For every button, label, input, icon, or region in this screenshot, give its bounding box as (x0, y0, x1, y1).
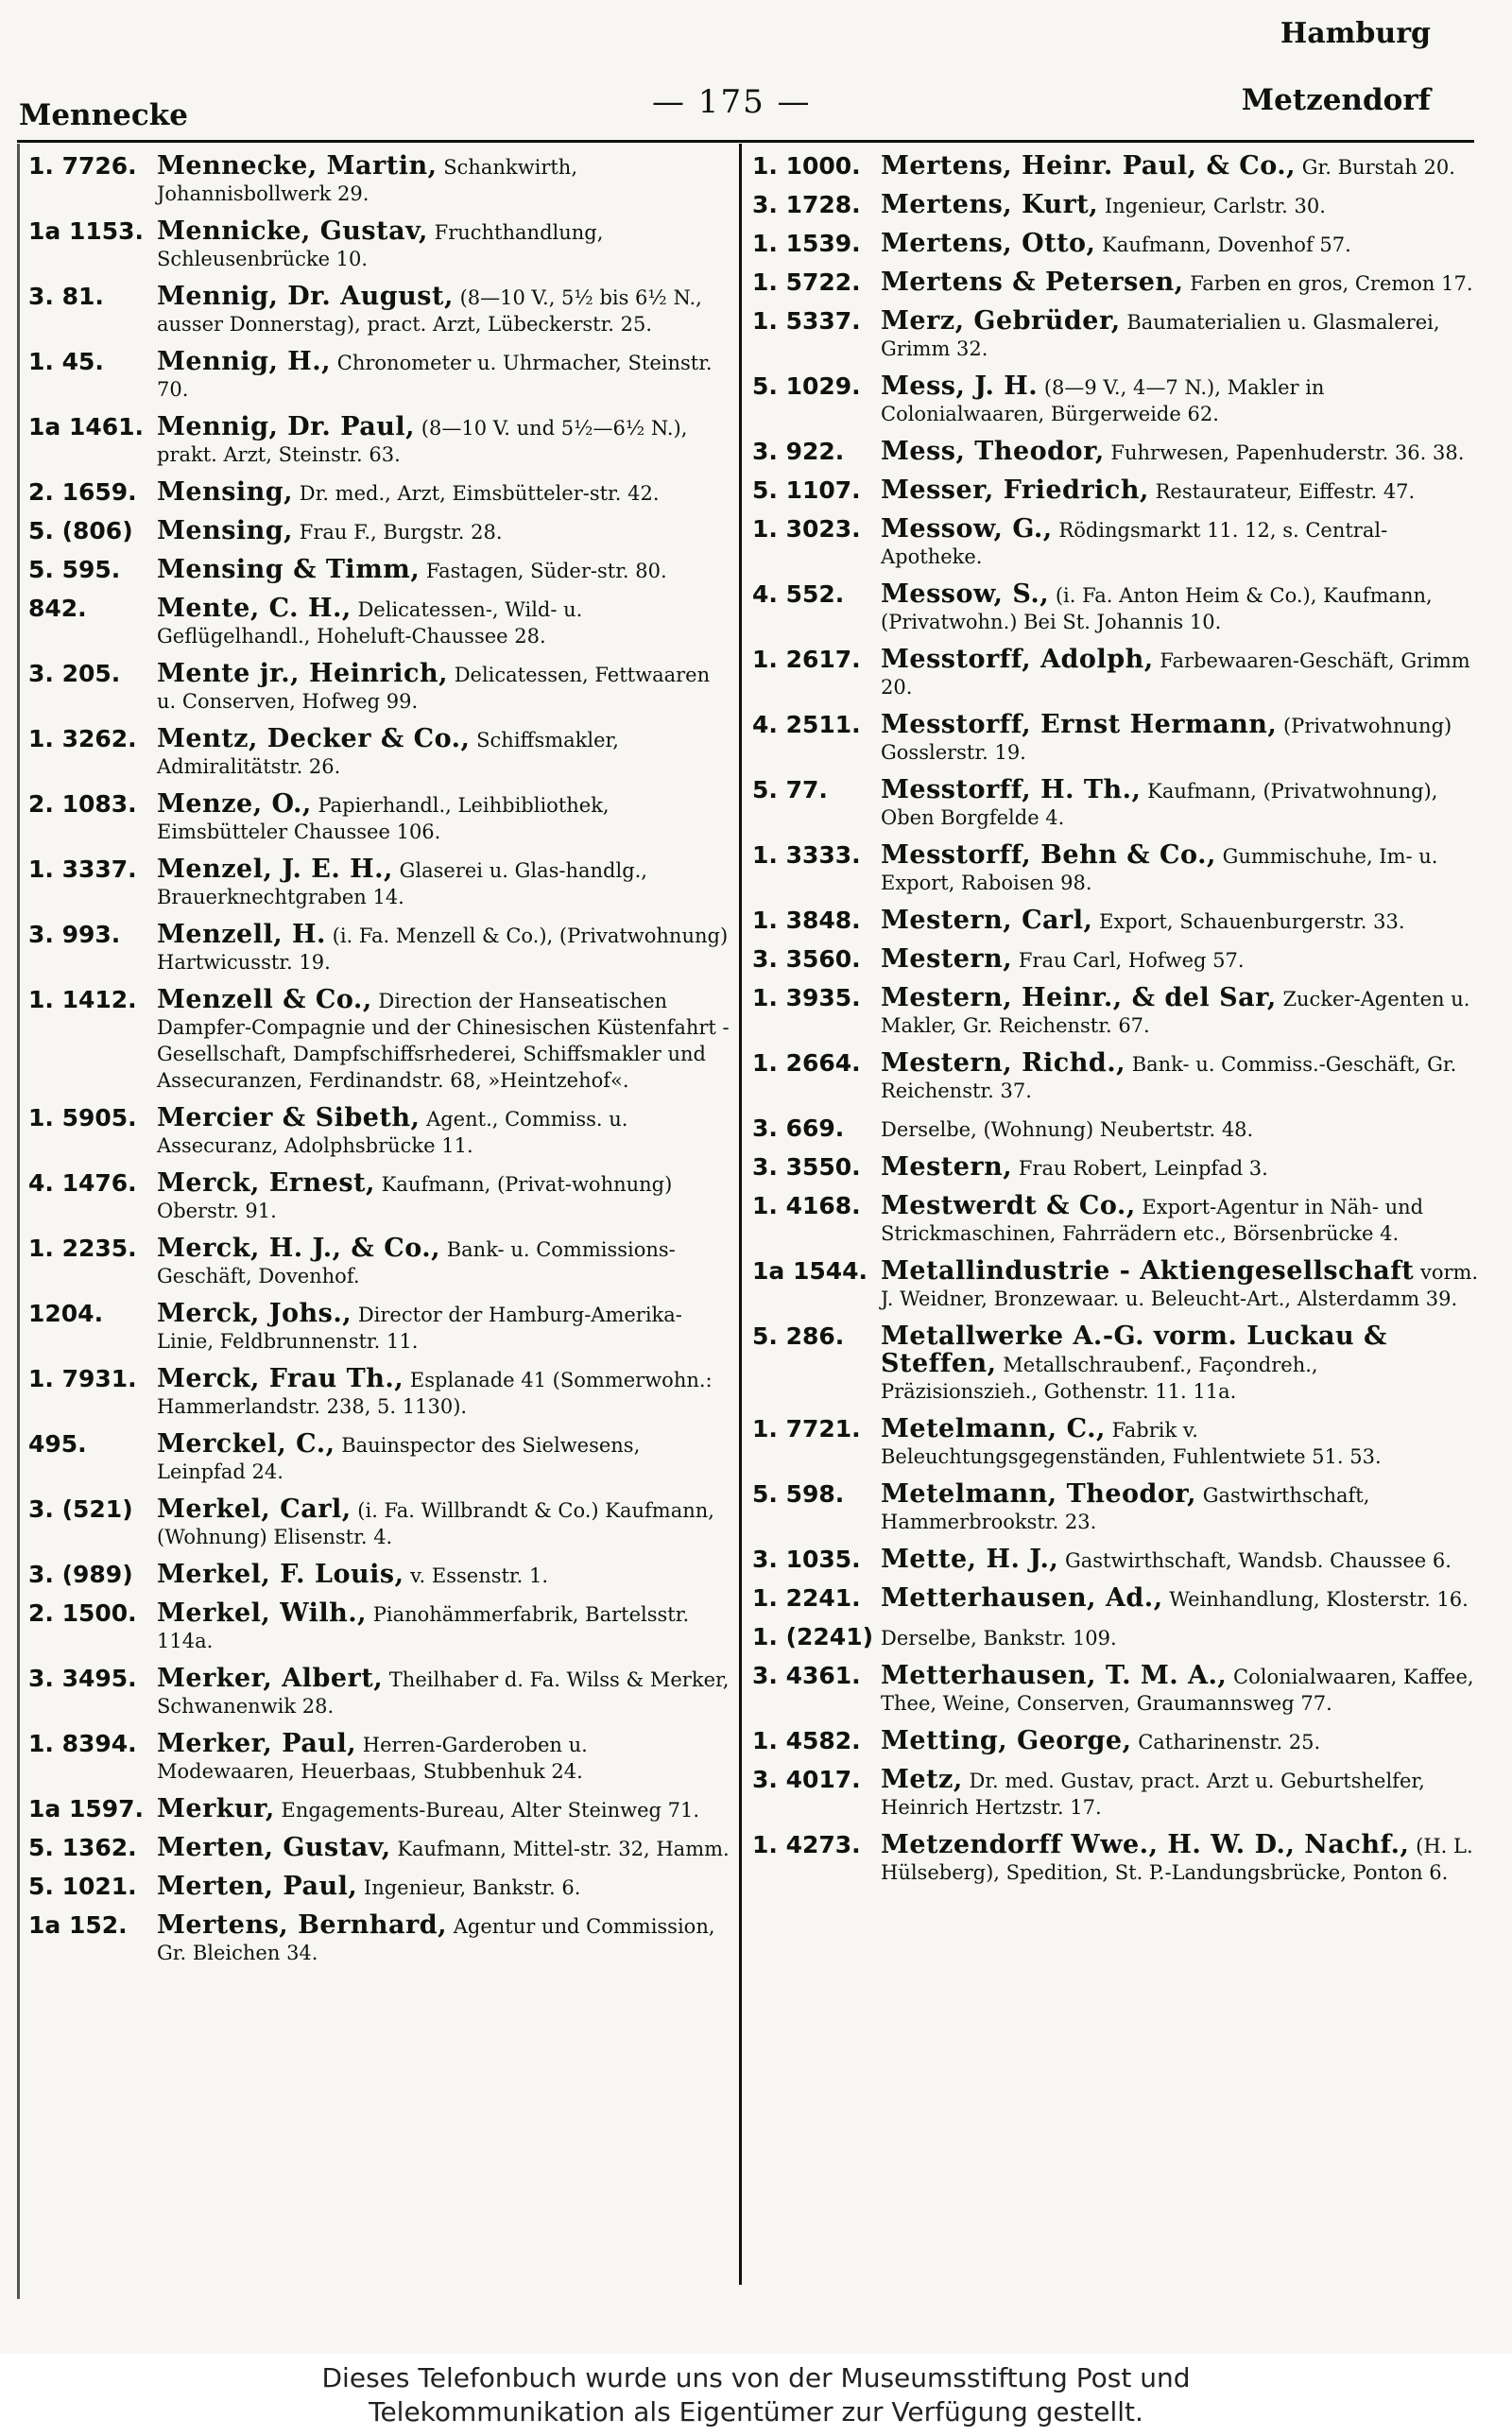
entry-name: Metelmann, Theodor, (881, 1479, 1197, 1509)
directory-entry (28, 218, 730, 272)
directory-entry (752, 985, 1480, 1039)
entry-details: Gr. Burstah 20. (1301, 156, 1455, 179)
entry-phone-number: 5. 1029. (752, 372, 861, 400)
entry-details: Frau F., Burgstr. 28. (299, 521, 503, 544)
entry-details: Engagements-Bureau, Alter Steinweg 71. (281, 1799, 700, 1822)
entry-details: Glaserei u. Glas-handlg., Brauerknechtgraben 14. (157, 859, 647, 908)
entry-name: Merten, Gustav, (157, 1833, 391, 1862)
entry-details: Export, Schauenburgerstr. 33. (1099, 910, 1405, 933)
entry-phone-number: 1. 4273. (752, 1831, 861, 1858)
entry-name: Merkur, (157, 1794, 275, 1823)
entry-details: Gummischuhe, Im- u. Export, Raboisen 98. (881, 845, 1438, 894)
entry-phone-number: 1. 3848. (752, 907, 861, 934)
entry-name: Metterhausen, Ad., (881, 1583, 1163, 1613)
directory-entry (28, 1874, 730, 1901)
entry-phone-number: 1. 4582. (752, 1727, 861, 1754)
entry-name: Metallwerke A.-G. vorm. Luckau & Steffen, (881, 1322, 1387, 1378)
entry-details: Export-Agentur in Näh- und Strickmaschinen, Fahrrädern etc., Börsenbrücke 4. (881, 1196, 1424, 1245)
entry-details: Papierhandl., Leihbibliothek, Eimsbütteler Chaussee 106. (157, 794, 610, 843)
directory-entry (28, 1562, 730, 1589)
entry-name: Metterhausen, T. M. A., (881, 1661, 1228, 1690)
entry-phone-number: 1. 3333. (752, 841, 861, 869)
entry-details: Direction der Hanseatischen Dampfer-Compagnie und der Chinesischen Küstenfahrt - Gesellschaft, Dampfschiffsrhederei, Schiffsmakler und Assecuranzen, Ferdinandstr. 68, »Heintzehof«. (157, 990, 730, 1092)
entry-name: Messow, S., (881, 579, 1050, 609)
entry-name: Merten, Paul, (157, 1872, 358, 1901)
entry-name: Merck, Johs., (157, 1299, 352, 1328)
entry-name: Mensing, (157, 477, 294, 507)
entry-name: Mennig, H., (157, 347, 332, 376)
directory-entry (752, 1546, 1480, 1574)
directory-entry (28, 284, 730, 337)
entry-phone-number: 3. (989) (28, 1561, 133, 1588)
directory-entry (752, 477, 1480, 505)
entry-details: Director der Hamburg-Amerika-Linie, Feldbrunnenstr. 11. (157, 1304, 682, 1353)
entry-phone-number: 1. 3023. (752, 515, 861, 543)
directory-entry (28, 856, 730, 910)
footer-line-2: Telekommunikation als Eigentümer zur Verfügung gestellt. (369, 2396, 1143, 2427)
entry-details: Pianohämmerfabrik, Bartelsstr. 114a. (157, 1603, 690, 1652)
entry-phone-number: 4. 552. (752, 580, 845, 608)
directory-entry (28, 1366, 730, 1420)
entry-name: Mennig, Dr. August, (157, 282, 454, 311)
entry-phone-number: 1. 1412. (28, 986, 137, 1013)
entry-details: Derselbe, (Wohnung) Neubertstr. 48. (881, 1118, 1254, 1141)
entry-name: Merker, Albert, (157, 1664, 384, 1693)
entry-phone-number: 3. (521) (28, 1495, 133, 1523)
entry-name: Metzendorff Wwe., H. W. D., Nachf., (881, 1830, 1410, 1859)
entry-details: Kaufmann, (Privat-wohnung) Oberstr. 91. (157, 1173, 673, 1222)
directory-entry (752, 777, 1480, 831)
entry-phone-number: 1. 5905. (28, 1104, 137, 1132)
directory-entry (752, 516, 1480, 570)
directory-entry (28, 791, 730, 845)
entry-details: Kaufmann, (Privatwohnung), Oben Borgfelde 4. (881, 780, 1438, 829)
entry-name: Menzell, H. (157, 920, 326, 949)
entry-phone-number: 1. 3337. (28, 855, 137, 883)
entry-details: Bauinspector des Sielwesens, Leinpfad 24. (157, 1434, 641, 1483)
entry-name: Mente jr., Heinrich, (157, 659, 448, 688)
entry-phone-number: 1. 2235. (28, 1235, 137, 1262)
entry-name: Mertens, Kurt, (881, 190, 1099, 219)
entry-name: Mestern, Heinr., & del Sar, (881, 983, 1277, 1012)
directory-entry (28, 1666, 730, 1719)
left-column (28, 153, 730, 1978)
entry-name: Merkel, F. Louis, (157, 1560, 404, 1589)
entry-details: Esplanade 41 (Sommerwohn.: Hammerlandstr. 238, 5. 1130). (157, 1369, 713, 1418)
entry-phone-number: 5. (806) (28, 517, 133, 544)
entry-name: Menzell & Co., (157, 985, 372, 1014)
entry-name: Mestern, (881, 944, 1013, 974)
entry-details: v. Essenstr. 1. (410, 1564, 549, 1587)
entry-phone-number: 1a 152. (28, 1911, 128, 1939)
directory-entry (28, 661, 730, 715)
entry-name: Messtorff, Ernst Hermann, (881, 710, 1278, 739)
entry-name: Mennig, Dr. Paul, (157, 412, 416, 441)
entry-phone-number: 3. 922. (752, 438, 845, 465)
entry-name: Mertens, Heinr. Paul, & Co., (881, 151, 1297, 181)
directory-entry (752, 1728, 1480, 1755)
directory-entry (752, 1323, 1480, 1405)
entry-name: Merz, Gebrüder, (881, 306, 1121, 336)
directory-entry (752, 946, 1480, 974)
entry-phone-number: 5. 286. (752, 1322, 845, 1350)
entry-details: (8—10 V. und 5½—6½ N.), prakt. Arzt, Steinstr. 63. (157, 417, 688, 466)
entry-phone-number: 1. 2617. (752, 646, 861, 673)
entry-details: Restaurateur, Eiffestr. 47. (1155, 480, 1416, 503)
entry-phone-number: 1. 45. (28, 348, 104, 375)
entry-phone-number: 4. 1476. (28, 1169, 137, 1197)
entry-phone-number: 5. 1021. (28, 1873, 137, 1900)
entry-name: Messow, G., (881, 514, 1053, 544)
entry-details: Fastagen, Süder-str. 80. (425, 560, 667, 582)
entry-phone-number: 1. 5337. (752, 307, 861, 335)
entry-name: Mertens, Otto, (881, 229, 1096, 258)
header-last-name: Metzendorf (1241, 83, 1431, 117)
directory-entry (752, 712, 1480, 766)
entry-name: Mentz, Decker & Co., (157, 724, 471, 753)
entry-phone-number: 1. 5722. (752, 268, 861, 296)
footer-line-1: Dieses Telefonbuch wurde uns von der Museumsstiftung Post und (321, 2362, 1191, 2393)
entry-phone-number: 5. 595. (28, 556, 121, 583)
entry-name: Mercier & Sibeth, (157, 1103, 421, 1132)
entry-phone-number: 1. 7721. (752, 1415, 861, 1443)
column-divider (739, 144, 742, 2285)
entry-phone-number: 5. 77. (752, 776, 828, 803)
directory-entry (28, 1235, 730, 1289)
entry-phone-number: 1. 3262. (28, 725, 137, 752)
entry-details: Gastwirthschaft, Hammerbrookstr. 23. (881, 1484, 1370, 1533)
entry-details: Agentur und Commission, Gr. Bleichen 34. (157, 1915, 715, 1964)
entry-name: Merkel, Carl, (157, 1494, 352, 1524)
right-column (752, 153, 1480, 1897)
entry-name: Menzel, J. E. H., (157, 855, 393, 884)
entry-details: Gastwirthschaft, Wandsb. Chaussee 6. (1064, 1549, 1452, 1572)
entry-phone-number: 3. 4017. (752, 1766, 861, 1793)
directory-entry (28, 1835, 730, 1862)
entry-name: Menze, O., (157, 789, 312, 819)
directory-entry (28, 726, 730, 780)
directory-entry (28, 1431, 730, 1485)
entry-details: Dr. med. Gustav, pract. Arzt u. Geburtshelfer, Heinrich Hertzstr. 17. (881, 1770, 1425, 1819)
directory-entry (752, 1416, 1480, 1470)
page-number: — 175 — (652, 83, 812, 121)
entry-details: Theilhaber d. Fa. Wilss & Merker, Schwanenwik 28. (157, 1668, 730, 1718)
entry-phone-number: 1. (2241) (752, 1623, 874, 1650)
entry-phone-number: 1. 3935. (752, 984, 861, 1011)
entry-phone-number: 5. 598. (752, 1480, 845, 1508)
entry-details: Delicatessen, Fettwaaren u. Conserven, Hofweg 99. (157, 664, 711, 713)
directory-entry (752, 581, 1480, 635)
entry-name: Mensing, (157, 516, 294, 545)
entry-phone-number: 3. 669. (752, 1114, 845, 1142)
directory-entry (752, 647, 1480, 700)
entry-details: Bank- u. Commissions-Geschäft, Dovenhof. (157, 1238, 676, 1287)
directory-entry (752, 1258, 1480, 1312)
entry-name: Metz, (881, 1765, 963, 1794)
entry-details: Delicatessen-, Wild- u. Geflügelhandl., Hoheluft-Chaussee 28. (157, 598, 583, 648)
entry-details: Weinhandlung, Klosterstr. 16. (1169, 1588, 1469, 1611)
directory-entry (752, 192, 1480, 219)
entry-name: Mess, J. H. (881, 371, 1039, 401)
entry-name: Metelmann, C., (881, 1414, 1106, 1443)
entry-phone-number: 1. 1539. (752, 230, 861, 257)
directory-entry (752, 1115, 1480, 1143)
entry-phone-number: 1. 2664. (752, 1049, 861, 1077)
entry-phone-number: 3. 3550. (752, 1153, 861, 1181)
entry-phone-number: 1204. (28, 1300, 104, 1327)
entry-details: (i. Fa. Anton Heim & Co.), Kaufmann, (Privatwohn.) Bei St. Johannis 10. (881, 584, 1433, 633)
entry-phone-number: 3. 3495. (28, 1665, 137, 1692)
entry-details: (8—10 V., 5½ bis 6½ N., ausser Donnerstag), pract. Arzt, Lübeckerstr. 25. (157, 286, 702, 336)
entry-phone-number: 3. 3560. (752, 945, 861, 973)
entry-phone-number: 5. 1107. (752, 476, 861, 504)
entry-name: Mess, Theodor, (881, 437, 1105, 466)
entry-details: Schiffsmakler, Admiralitätstr. 26. (157, 729, 619, 778)
entry-details: Zucker-Agenten u. Makler, Gr. Reichenstr. 67. (881, 988, 1470, 1037)
entry-details: Colonialwaaren, Kaffee, Thee, Weine, Conserven, Graumannsweg 77. (881, 1666, 1474, 1715)
entry-phone-number: 842. (28, 595, 87, 622)
entry-name: Mennecke, Martin, (157, 151, 438, 181)
directory-entry (28, 1796, 730, 1823)
directory-entry (28, 1301, 730, 1355)
entry-name: Mertens & Petersen, (881, 268, 1184, 297)
directory-entry (752, 1193, 1480, 1247)
entry-details: Catharinenstr. 25. (1138, 1731, 1321, 1754)
entry-details: (i. Fa. Willbrandt & Co.) Kaufmann, (Wohnung) Elisenstr. 4. (157, 1499, 714, 1548)
directory-entry (752, 1154, 1480, 1182)
entry-name: Mette, H. J., (881, 1545, 1059, 1574)
directory-entry (752, 373, 1480, 427)
entry-details: Dr. med., Arzt, Eimsbütteler-str. 42. (299, 482, 660, 505)
directory-entry (28, 922, 730, 976)
entry-phone-number: 3. 4361. (752, 1662, 861, 1689)
directory-entry (28, 1170, 730, 1224)
directory-entry (752, 153, 1480, 181)
entry-phone-number: 1a 1597. (28, 1795, 145, 1823)
header-first-name: Mennecke (19, 98, 188, 132)
entry-phone-number: 3. 993. (28, 921, 121, 948)
directory-entry (28, 1731, 730, 1785)
directory-entry (752, 231, 1480, 258)
directory-entry (752, 269, 1480, 297)
directory-entry (752, 439, 1480, 466)
entry-details: (Privatwohnung) Gosslerstr. 19. (881, 715, 1452, 764)
entry-details: Ingenieur, Carlstr. 30. (1104, 195, 1326, 217)
entry-details: Agent., Commiss. u. Assecuranz, Adolphsbrücke 11. (157, 1108, 628, 1157)
directory-entry (752, 1663, 1480, 1717)
entry-name: Merck, Ernest, (157, 1168, 375, 1198)
entry-name: Messer, Friedrich, (881, 475, 1149, 505)
entry-details: Kaufmann, Dovenhof 57. (1102, 233, 1351, 256)
entry-phone-number: 1. 4168. (752, 1192, 861, 1219)
entry-name: Merkel, Wilh., (157, 1598, 368, 1628)
directory-entry (752, 1767, 1480, 1821)
entry-name: Merck, H. J., & Co., (157, 1234, 441, 1263)
directory-entry (752, 1050, 1480, 1104)
entry-details: Baumaterialien u. Glasmalerei, Grimm 32. (881, 311, 1440, 360)
entry-phone-number: 5. 1362. (28, 1834, 137, 1861)
entry-details: Fruchthandlung, Schleusenbrücke 10. (157, 221, 604, 270)
directory-entry (28, 518, 730, 545)
entry-details: Farben en gros, Cremon 17. (1190, 272, 1473, 295)
entry-details: Derselbe, Bankstr. 109. (881, 1627, 1117, 1650)
entry-details: Schankwirth, Johannisbollwerk 29. (157, 156, 577, 205)
left-border (17, 144, 20, 2299)
entry-phone-number: 2. 1659. (28, 478, 137, 506)
entry-name: Mensing & Timm, (157, 555, 421, 584)
entry-name: Mertens, Bernhard, (157, 1910, 448, 1940)
directory-entry (752, 1832, 1480, 1886)
entry-phone-number: 495. (28, 1430, 87, 1458)
entry-name: Messtorff, H. Th., (881, 775, 1142, 804)
entry-phone-number: 1a 1544. (752, 1257, 868, 1285)
entry-name: Messtorff, Adolph, (881, 645, 1154, 674)
directory-entry (28, 596, 730, 649)
entry-details: (i. Fa. Menzell & Co.), (Privatwohnung) Hartwicusstr. 19. (157, 924, 729, 974)
directory-entry (752, 1481, 1480, 1535)
directory-entry (28, 1105, 730, 1159)
entry-name: Merker, Paul, (157, 1729, 357, 1758)
directory-entry (752, 308, 1480, 362)
entry-phone-number: 3. 81. (28, 283, 104, 310)
entry-details: Farbewaaren-Geschäft, Grimm 20. (881, 649, 1470, 699)
entry-details: Frau Carl, Hofweg 57. (1018, 949, 1245, 972)
entry-details: Herren-Garderoben u. Modewaaren, Heuerbaas, Stubbenhuk 24. (157, 1734, 588, 1783)
entry-phone-number: 1a 1153. (28, 217, 145, 245)
entry-name: Merckel, C., (157, 1429, 335, 1459)
directory-entry (752, 1624, 1480, 1651)
entry-phone-number: 1. 8394. (28, 1730, 137, 1757)
entry-details: Ingenieur, Bankstr. 6. (363, 1876, 581, 1899)
entry-name: Mestern, Carl, (881, 906, 1093, 935)
directory-entry (752, 1585, 1480, 1613)
directory-entry (28, 987, 730, 1094)
entry-phone-number: 4. 2511. (752, 711, 861, 738)
header-city: Hamburg (1280, 17, 1431, 50)
entry-phone-number: 3. 1035. (752, 1546, 861, 1573)
directory-entry (28, 414, 730, 468)
entry-details: (8—9 V., 4—7 N.), Makler in Colonialwaaren, Bürgerweide 62. (881, 376, 1325, 425)
entry-phone-number: 1. 2241. (752, 1584, 861, 1612)
entry-name: Messtorff, Behn & Co., (881, 840, 1216, 870)
entry-phone-number: 1a 1461. (28, 413, 145, 441)
footer-notice (0, 2354, 1512, 2436)
entry-details: Chronometer u. Uhrmacher, Steinstr. 70. (157, 352, 713, 401)
entry-phone-number: 1. 7931. (28, 1365, 137, 1392)
directory-entry (28, 479, 730, 507)
entry-details: Fabrik v. Beleuchtungsgegenständen, Fuhlentwiete 51. 53. (881, 1419, 1382, 1468)
entry-details: Metallschraubenf., Façondreh., Präzisionszieh., Gothenstr. 11. 11a. (881, 1354, 1318, 1403)
entry-name: Merck, Frau Th., (157, 1364, 404, 1393)
entry-details: Kaufmann, Mittel-str. 32, Hamm. (397, 1838, 730, 1860)
entry-details: Frau Robert, Leinpfad 3. (1018, 1157, 1268, 1180)
entry-details: vorm. J. Weidner, Bronzewaar. u. Beleucht-Art., Alsterdamm 39. (881, 1261, 1479, 1310)
directory-entry (28, 557, 730, 584)
entry-details: Rödingsmarkt 11. 12, s. Central-Apotheke. (881, 519, 1388, 568)
directory-entry (28, 349, 730, 403)
entry-name: Mennicke, Gustav, (157, 216, 428, 246)
directory-entry (28, 153, 730, 207)
directory-entry (28, 1912, 730, 1966)
entry-details: (H. L. Hülseberg), Spedition, St. P.-Landungsbrücke, Ponton 6. (881, 1835, 1473, 1884)
directory-entry (28, 1600, 730, 1654)
header-rule (17, 140, 1474, 143)
entry-phone-number: 2. 1083. (28, 790, 137, 818)
entry-name: Mestwerdt & Co., (881, 1191, 1136, 1220)
entry-phone-number: 3. 1728. (752, 191, 861, 218)
entry-phone-number: 1. 7726. (28, 152, 137, 180)
entry-details: Fuhrwesen, Papenhuderstr. 36. 38. (1110, 441, 1465, 464)
entry-name: Metallindustrie - Aktiengesellschaft (881, 1256, 1415, 1286)
entry-phone-number: 1. 1000. (752, 152, 861, 180)
directory-entry (28, 1496, 730, 1550)
entry-phone-number: 2. 1500. (28, 1599, 137, 1627)
entry-name: Metting, George, (881, 1726, 1132, 1755)
entry-name: Mestern, Richd., (881, 1048, 1126, 1078)
directory-entry (752, 842, 1480, 896)
entry-name: Mestern, (881, 1152, 1013, 1182)
entry-name: Mente, C. H., (157, 594, 352, 623)
directory-entry (752, 907, 1480, 935)
entry-details: Bank- u. Commiss.-Geschäft, Gr. Reichenstr. 37. (881, 1053, 1457, 1102)
entry-phone-number: 3. 205. (28, 660, 121, 687)
